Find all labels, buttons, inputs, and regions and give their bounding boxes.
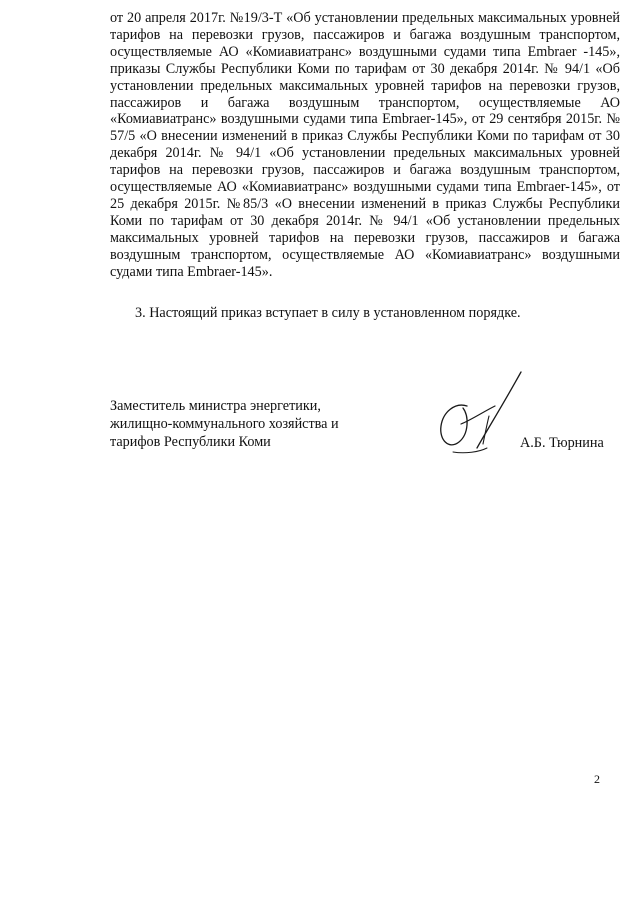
signer-name: А.Б. Тюрнина — [520, 435, 604, 451]
signer-title-line-2: жилищно-коммунального хозяйства и — [110, 416, 339, 432]
signer-title-line-3: тарифов Республики Коми — [110, 434, 271, 450]
signer-title-line-1: Заместитель министра энергетики, — [110, 398, 321, 414]
order-continuation-paragraph: от 20 апреля 2017г. №19/3-Т «Об установлении предельных максимальных уровней тарифов на перевозки грузов, пассажиров и багажа воздушным транспортом, осуществляемые АО «Комиавиатранс» воздушными судами типа Embraer -145», приказы Службы Республики Коми по тарифам от 30 декабря 2014г. № 94/1 «Об установлении предельных максимальных уровней тарифов на перевозки грузов, пассажиров и багажа воздушным транспортом, осуществляемые АО «Комиавиатранс» воздушными судами типа Embraer-145», от 29 сентября 2015г. № 57/5 «О внесении изменений в приказ Службы Республики Коми по тарифам от 30 декабря 2014г. № 94/1 «Об установлении предельных максимальных уровней тарифов на перевозки грузов, пассажиров и багажа воздушным транспортом, осуществляемые АО «Комиавиатранс» воздушными судами типа Embraer-145», от 25 декабря 2015г. №85/3 «О внесении изменений в приказ Службы Республики Коми по тарифам от 30 декабря 2014г. № 94/1 «Об установлении предельных максимальных уровней тарифов на перевозки грузов, пассажиров и багажа воздушным транспортом, осуществляемые АО «Комиавиатранс» воздушными судами типа Embraer-145». — [110, 10, 620, 280]
handwritten-signature-icon — [425, 368, 530, 463]
signer-title-block — [110, 397, 380, 451]
page-number: 2 — [594, 772, 600, 786]
clause-3-effective-date: 3. Настоящий приказ вступает в силу в установленном порядке. — [135, 305, 521, 321]
